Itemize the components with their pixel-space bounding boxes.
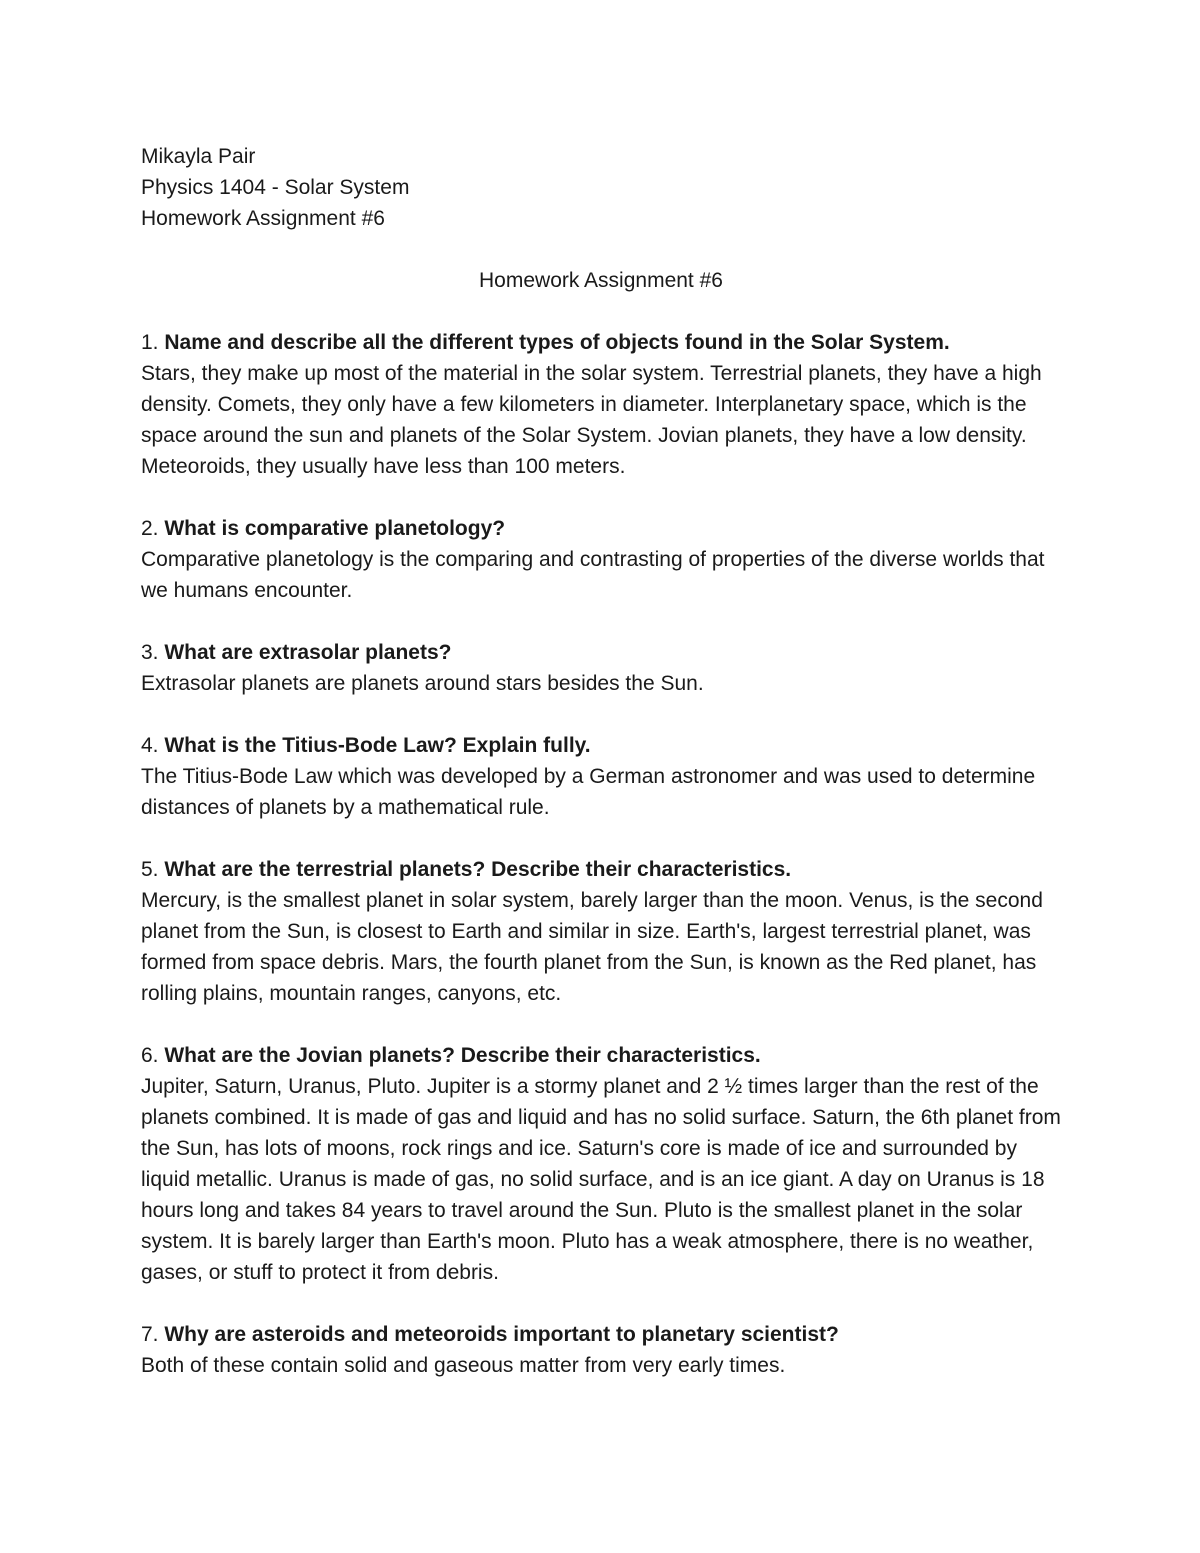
question-3: [141, 637, 1061, 668]
answer-1: Stars, they make up most of the material in the solar system. Terrestrial planets, they have a high density. Comets, they only have a few kilometers in diameter. Interplanetary space, which is the space around the sun and planets of the Solar System. Jovian planets, they have a low density. Meteoroids, they usually have less than 100 meters.: [141, 362, 1042, 478]
question-text: Name and describe all the different types of objects found in the Solar System.: [164, 331, 950, 354]
question-number: 7.: [141, 1323, 165, 1346]
question-block-4: [141, 730, 1061, 823]
question-4: [141, 730, 1061, 761]
document-page: [141, 141, 1061, 1412]
answer-7: Both of these contain solid and gaseous matter from very early times.: [141, 1354, 786, 1377]
question-6: [141, 1040, 1061, 1071]
question-block-5: [141, 854, 1061, 1009]
document-title: Homework Assignment #6: [479, 269, 723, 292]
question-text: What is comparative planetology?: [164, 517, 506, 540]
answer-3: Extrasolar planets are planets around stars besides the Sun.: [141, 672, 704, 695]
question-number: 5.: [141, 858, 165, 881]
course-name: Physics 1404 - Solar System: [141, 176, 410, 199]
question-text: Why are asteroids and meteoroids important to planetary scientist?: [164, 1323, 839, 1346]
question-number: 4.: [141, 734, 165, 757]
question-number: 2.: [141, 517, 165, 540]
answer-4: The Titius-Bode Law which was developed by a German astronomer and was used to determine distances of planets by a mathematical rule.: [141, 765, 1036, 819]
answer-2: Comparative planetology is the comparing and contrasting of properties of the diverse worlds that we humans encounter.: [141, 548, 1045, 602]
answer-5: Mercury, is the smallest planet in solar system, barely larger than the moon. Venus, is the second planet from the Sun, is closest to Earth and similar in size. Earth's, largest terrestrial planet, was formed from space debris. Mars, the fourth planet from the Sun, is known as the Red planet, has rolling plains, mountain ranges, canyons, etc.: [141, 889, 1043, 1005]
question-5: [141, 854, 1061, 885]
assignment-label: Homework Assignment #6: [141, 207, 385, 230]
question-text: What is the Titius-Bode Law? Explain fully.: [164, 734, 591, 757]
document-header: [141, 141, 1061, 234]
question-7: [141, 1319, 1061, 1350]
question-text: What are extrasolar planets?: [164, 641, 452, 664]
question-block-7: [141, 1319, 1061, 1381]
question-1: [141, 327, 1061, 358]
question-number: 6.: [141, 1044, 165, 1067]
student-name: Mikayla Pair: [141, 145, 256, 168]
question-block-6: [141, 1040, 1061, 1288]
question-2: [141, 513, 1061, 544]
question-number: 3.: [141, 641, 165, 664]
question-text: What are the terrestrial planets? Describe their characteristics.: [164, 858, 792, 881]
question-block-2: [141, 513, 1061, 606]
answer-6: Jupiter, Saturn, Uranus, Pluto. Jupiter is a stormy planet and 2 ½ times larger than the rest of the planets combined. It is made of gas and liquid and has no solid surface. Saturn, the 6th planet from the Sun, has lots of moons, rock rings and ice. Saturn's core is made of ice and surrounded by liquid metallic. Uranus is made of gas, no solid surface, and is an ice giant. A day on Uranus is 18 hours long and takes 84 years to travel around the Sun. Pluto is the smallest planet in the solar system. It is barely larger than Earth's moon. Pluto has a weak atmosphere, there is no weather, gases, or stuff to protect it from debris.: [141, 1075, 1061, 1284]
question-block-1: [141, 327, 1061, 482]
question-block-3: [141, 637, 1061, 699]
question-number: 1.: [141, 331, 165, 354]
question-text: What are the Jovian planets? Describe their characteristics.: [164, 1044, 761, 1067]
